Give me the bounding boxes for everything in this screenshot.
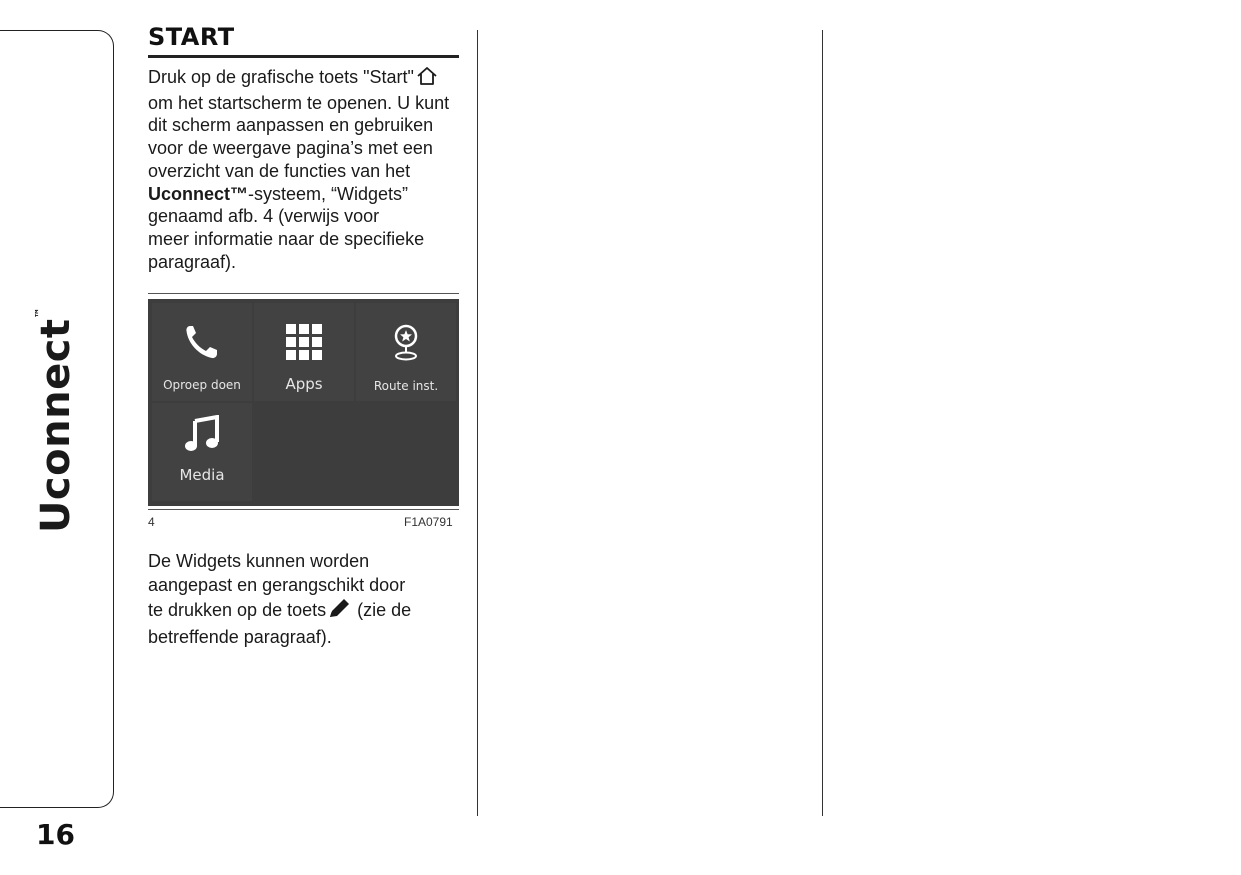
figure-bottom-rule (148, 509, 459, 510)
intro-line-3: dit scherm aanpassen en gebruiken (148, 115, 434, 136)
column-divider-1 (477, 30, 478, 816)
tile-route-label: Route inst. (373, 379, 439, 393)
tile-call-label: Oproep doen (163, 378, 241, 392)
tile-media-label: Media (179, 466, 225, 484)
figure-number: 4 (148, 515, 155, 529)
intro-line-6 (148, 183, 468, 206)
outro-line-3 (148, 597, 468, 626)
chapter-title-text: Uconnect (33, 318, 79, 534)
outro-line-2: aangepast en gerangschikt door (148, 574, 406, 595)
tile-call (152, 303, 252, 401)
phone-icon (184, 323, 220, 361)
outro-line-3-suffix: (zie de (352, 600, 412, 620)
figure-code: F1A0791 (404, 515, 453, 529)
intro-line-1 (148, 66, 468, 92)
intro-line-4: voor de weergave pagina’s met een (148, 138, 433, 159)
intro-line-5: overzicht van de functies van het (148, 160, 411, 181)
heading-rule (148, 55, 459, 58)
pencil-icon (328, 597, 352, 626)
column-divider-2 (822, 30, 823, 816)
section-heading: START (148, 23, 235, 51)
grid-icon (285, 323, 323, 361)
tile-media (152, 403, 252, 501)
trademark-mark: ™ (33, 306, 46, 319)
home-screen-figure (148, 299, 459, 506)
music-note-icon (185, 415, 219, 453)
home-icon (416, 66, 438, 92)
intro-paragraph (148, 66, 468, 273)
figure-top-rule (148, 293, 459, 294)
outro-paragraph (148, 550, 468, 649)
page-number: 16 (36, 818, 75, 851)
intro-line-2: om het startscherm te openen. U kunt (148, 92, 450, 113)
intro-line-9: paragraaf). (148, 251, 237, 272)
intro-line-1-text: Druk op de grafische toets "Start" (148, 67, 414, 87)
chapter-title (33, 307, 79, 533)
outro-line-1: De Widgets kunnen worden (148, 551, 370, 571)
outro-line-3-text: te drukken op de toets (148, 600, 327, 620)
tile-route (356, 303, 456, 401)
tile-apps (254, 303, 354, 401)
navigation-pin-icon (391, 323, 421, 363)
intro-line-8: meer informatie naar de specifieke (148, 228, 425, 249)
outro-line-4: betreffende paragraaf). (148, 626, 332, 647)
brand-name: Uconnect™ (148, 183, 249, 204)
intro-line-7: genaamd afb. 4 (verwijs voor (148, 206, 380, 227)
tile-apps-label: Apps (285, 375, 323, 393)
intro-line-6-text: -systeem, “Widgets” (248, 183, 409, 204)
